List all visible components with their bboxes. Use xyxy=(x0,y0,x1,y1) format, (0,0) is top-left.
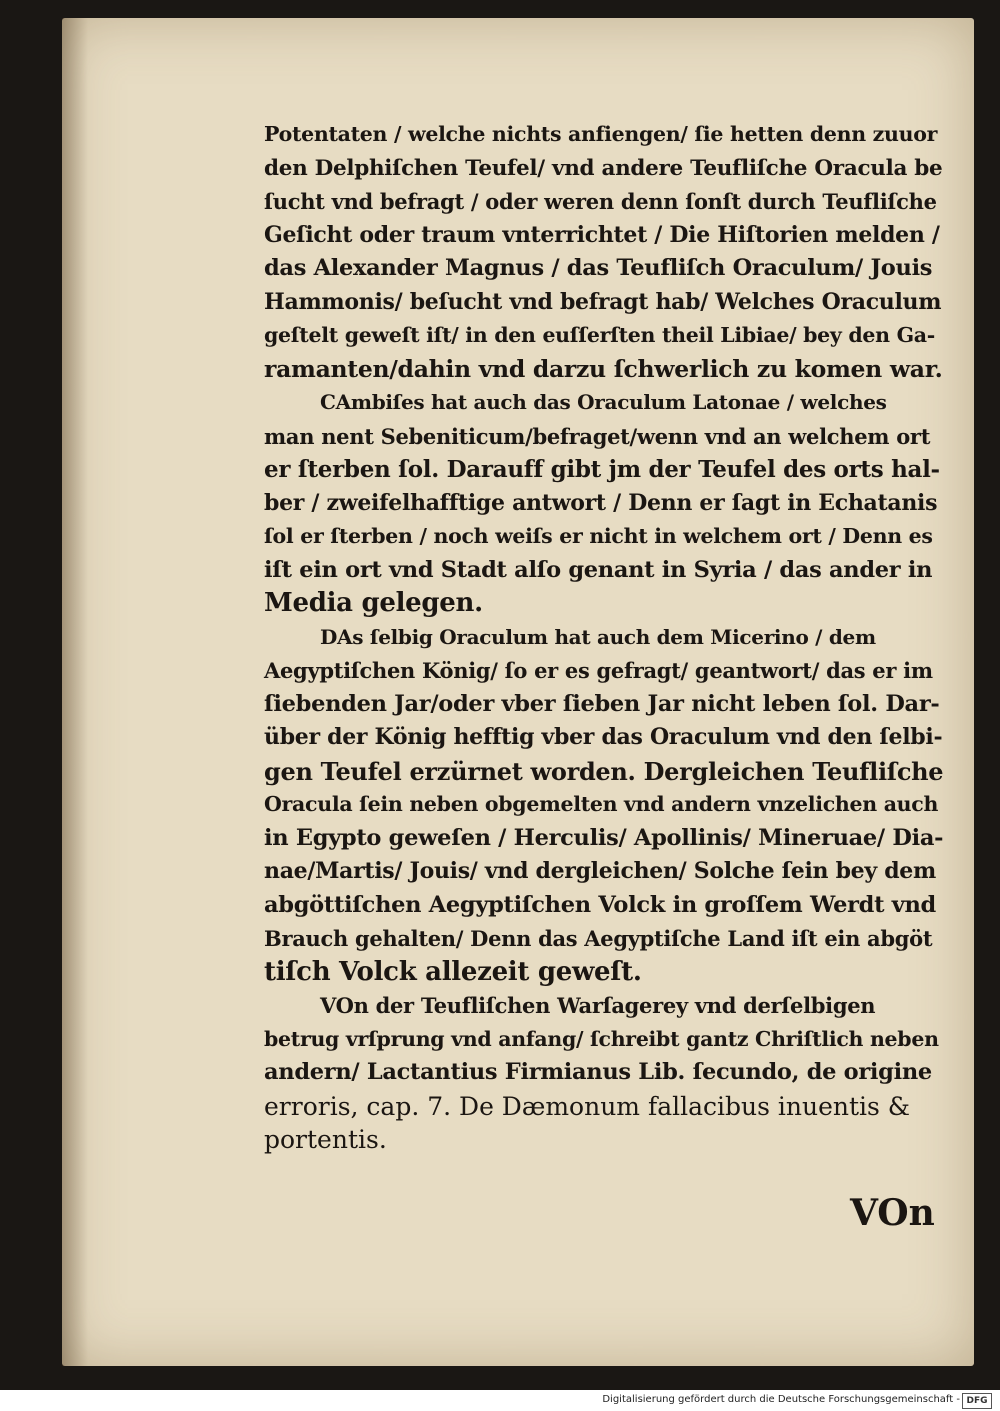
text-line: betrug vrſprung vnd anfang/ ſchreibt gantz Chriſtlich neben xyxy=(264,1026,939,1051)
text-line: Potentaten / welche nichts anfiengen/ ſie hetten denn zuuor xyxy=(264,122,938,146)
text-line: iſt ein ort vnd Stadt alſo genant in Syria / das ander in xyxy=(264,556,933,583)
text-line: ſiebenden Jar/oder vber ſieben Jar nicht leben ſol. Dar- xyxy=(264,690,940,717)
text-line: CAmbiſes hat auch das Oraculum Latonae / welches xyxy=(320,390,887,414)
text-line: Media gelegen. xyxy=(264,588,483,618)
text-line: portentis. xyxy=(264,1125,387,1154)
catchword: VOn xyxy=(850,1192,935,1234)
text-line: Oracula ſein neben obgemelten vnd andern vnzelichen auch xyxy=(264,792,939,816)
text-line: ſucht vnd befragt / oder weren denn ſonſt durch Teufliſche xyxy=(264,189,937,214)
text-line: das Alexander Magnus / das Teufliſch Oraculum/ Jouis xyxy=(264,255,933,281)
text-line: VOn der Teufliſchen Warſagerey vnd derſelbigen xyxy=(320,993,876,1018)
text-line: tiſch Volck allezeit geweſt. xyxy=(264,956,642,987)
text-line: abgöttiſchen Aegyptiſchen Volck in groſſem Werdt vnd xyxy=(264,891,936,918)
text-line: ramanten/dahin vnd darzu ſchwerlich zu komen war. xyxy=(264,354,943,383)
text-line: über der König hefftig vber das Oraculum vnd den ſelbi- xyxy=(264,724,943,750)
footer-bar xyxy=(0,1390,1000,1411)
text-line: ber / zweifelhafftige antwort / Denn er ſagt in Echatanis xyxy=(264,489,938,516)
text-line: man nent Sebeniticum/befraget/wenn vnd an welchem ort xyxy=(264,423,931,449)
text-line: DAs ſelbig Oraculum hat auch dem Micerino / dem xyxy=(320,624,876,649)
digitization-credit: Digitalisierung gefördert durch die Deutsche Forschungsgemeinschaft - xyxy=(602,1394,960,1405)
page-text xyxy=(264,118,944,1157)
text-line: Geſicht oder traum vnterrichtet / Die Hiſtorien melden / xyxy=(264,221,940,248)
text-line: in Egypto geweſen / Herculis/ Apollinis/ Mineruae/ Dia- xyxy=(264,824,944,851)
text-line: andern/ Lactantius Firmianus Lib. ſecundo, de origine xyxy=(264,1059,932,1085)
text-line: den Delphiſchen Teufel/ vnd andere Teufliſche Oracula be xyxy=(264,155,943,181)
text-line: ſol er ſterben / noch weiſs er nicht in welchem ort / Denn es xyxy=(264,524,933,548)
page-gutter-shadow xyxy=(62,18,88,1366)
text-line: geſtelt geweſt iſt/ in den euſſerſten theil Libiae/ bey den Ga- xyxy=(264,323,935,347)
text-line: nae/Martis/ Jouis/ vnd dergleichen/ Solche ſein bey dem xyxy=(264,858,936,884)
text-line: Brauch gehalten/ Denn das Aegyptiſche Land iſt ein abgöt xyxy=(264,926,933,951)
text-line: erroris, cap. 7. De Dæmonum fallacibus inuentis & xyxy=(264,1091,911,1121)
text-line: Aegyptiſchen König/ ſo er es gefragt/ geantwort/ das er im xyxy=(264,658,933,683)
dfg-logo: DFG xyxy=(962,1393,992,1409)
text-line: gen Teufel erzürnet worden. Dergleichen Teufliſche xyxy=(264,756,944,786)
text-line: er ſterben ſol. Darauff gibt jm der Teufel des orts hal- xyxy=(264,456,940,483)
text-line: Hammonis/ beſucht vnd befragt hab/ Welches Oraculum xyxy=(264,288,942,315)
